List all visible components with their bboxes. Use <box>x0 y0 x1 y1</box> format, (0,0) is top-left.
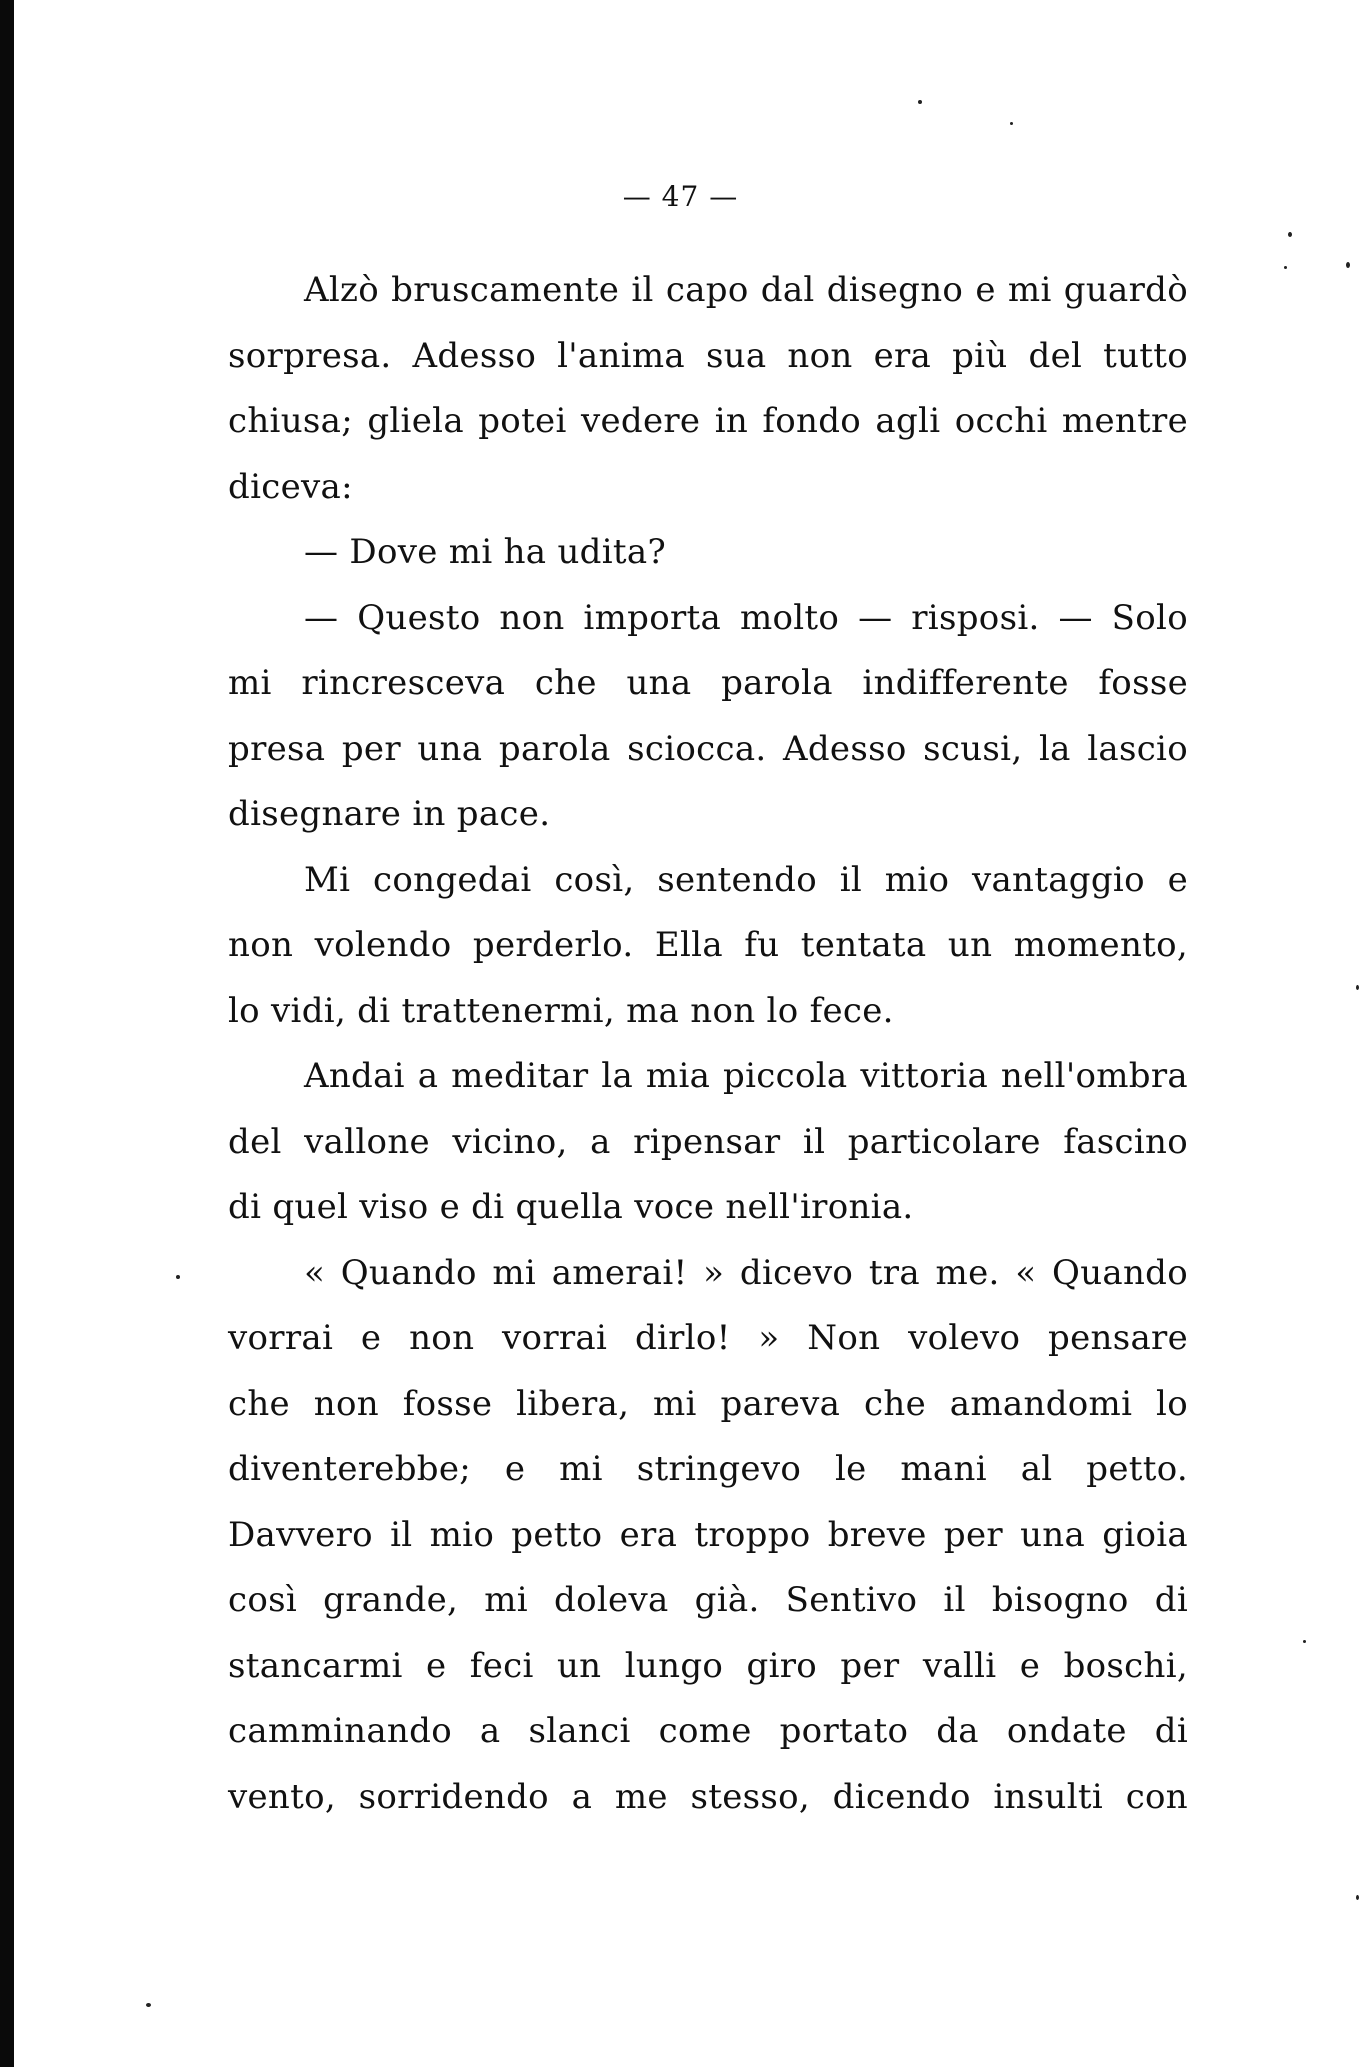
scan-speck <box>1303 1640 1306 1643</box>
text-line: Mi congedai così, sentendo il mio vantaggio e <box>304 859 1188 900</box>
text-line: « Quando mi amerai! » dicevo tra me. « Quando <box>304 1252 1188 1293</box>
scan-binding-edge <box>0 0 14 2067</box>
text-line: camminando a slanci come portato da ondate di <box>228 1711 1188 1751</box>
text-line: del vallone vicino, a ripensar il particolare fascino <box>228 1121 1188 1162</box>
text-line: vorrai e non vorrai dirlo! » Non volevo pensare <box>228 1318 1188 1358</box>
scan-speck <box>918 100 922 104</box>
text-line: — Questo non importa molto — risposi. — Solo <box>304 597 1188 638</box>
scan-speck <box>1356 985 1359 990</box>
paragraph-2 <box>228 520 1188 586</box>
page-number: — 47 — <box>622 180 739 213</box>
text-line: diventerebbe; e mi stringevo le mani al petto. <box>228 1449 1188 1489</box>
paragraph-1 <box>228 258 1188 520</box>
scan-speck <box>1288 232 1292 237</box>
text-line: sorpresa. Adesso l'anima sua non era più del tutto <box>228 335 1188 376</box>
paragraph-4 <box>228 848 1188 1045</box>
text-line: che non fosse libera, mi pareva che amandomi lo <box>228 1383 1188 1424</box>
text-line: presa per una parola sciocca. Adesso scusi, la lascio <box>228 728 1188 769</box>
scan-speck <box>176 1275 180 1279</box>
text-line: mi rincresceva che una parola indifferente fosse <box>228 663 1188 703</box>
text-line: non volendo perderlo. Ella fu tentata un momento, <box>228 925 1188 965</box>
text-line: — Dove mi ha udita? <box>304 532 666 572</box>
scan-speck <box>146 2003 151 2007</box>
scan-speck <box>1284 266 1287 269</box>
paragraph-6 <box>228 1241 1188 1831</box>
text-line: lo vidi, di trattenermi, ma non lo fece. <box>228 990 894 1031</box>
text-line: di quel viso e di quella voce nell'ironia. <box>228 1187 914 1227</box>
text-line: Alzò bruscamente il capo dal disegno e mi guardò <box>304 270 1188 310</box>
text-line: stancarmi e feci un lungo giro per valli e boschi, <box>228 1645 1188 1686</box>
scan-speck <box>1346 262 1350 268</box>
scan-speck <box>1356 1895 1359 1900</box>
text-line: Andai a meditar la mia piccola vittoria nell'ombra <box>304 1056 1188 1096</box>
text-line: Davvero il mio petto era troppo breve per una gioia <box>228 1514 1188 1555</box>
text-line: chiusa; gliela potei vedere in fondo agli occhi mentre <box>228 401 1188 441</box>
text-line: disegnare in pace. <box>228 794 551 834</box>
text-line: vento, sorridendo a me stesso, dicendo insulti con <box>228 1776 1188 1817</box>
paragraph-5 <box>228 1044 1188 1241</box>
body-text <box>228 258 1188 1830</box>
text-line: così grande, mi doleva già. Sentivo il bisogno di <box>228 1580 1188 1620</box>
paragraph-3 <box>228 586 1188 848</box>
text-line: diceva: <box>228 466 353 507</box>
scan-speck <box>1010 122 1013 125</box>
